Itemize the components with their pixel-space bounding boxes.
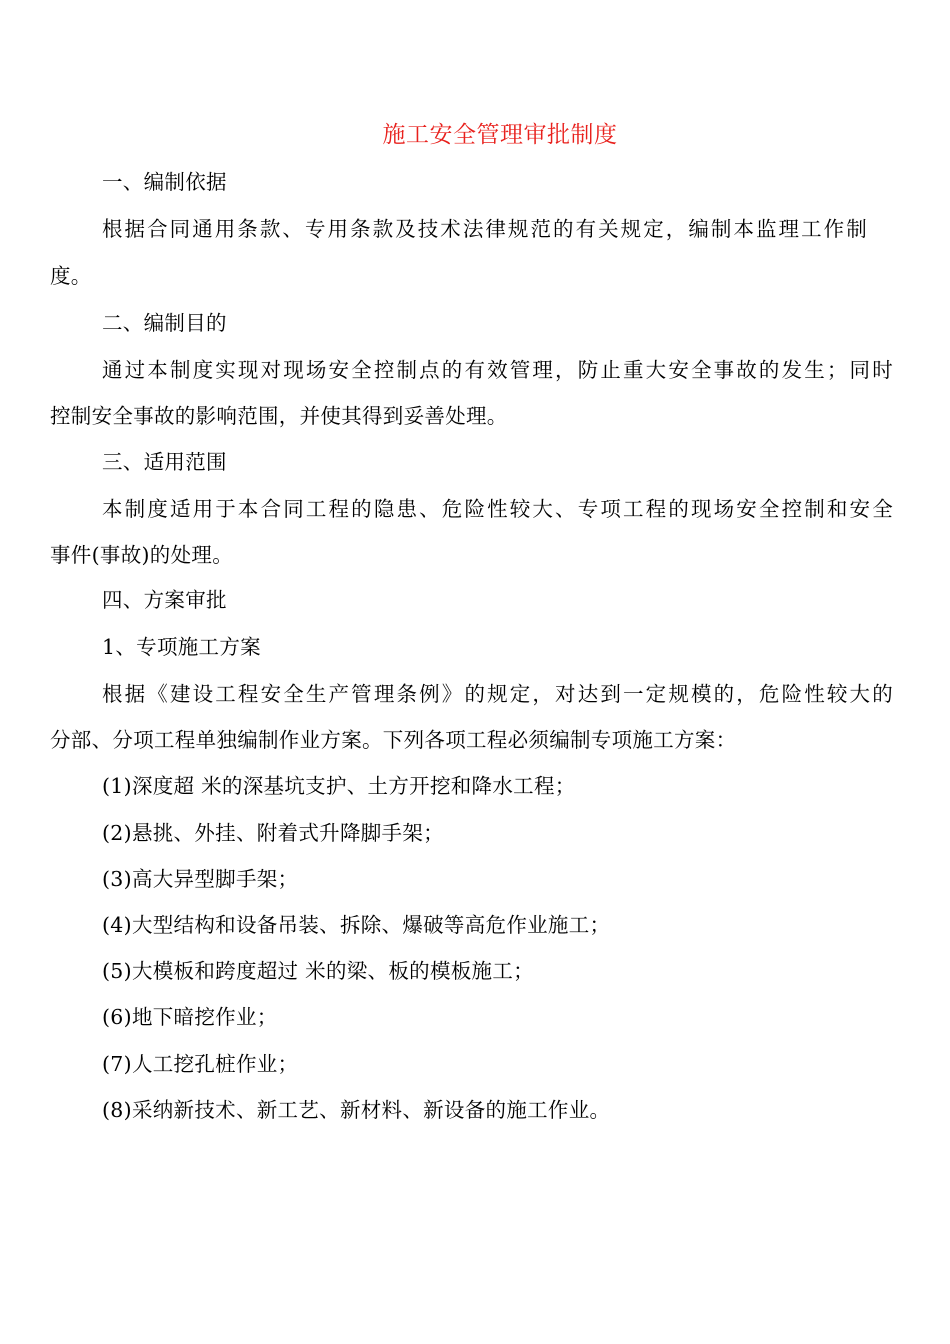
paragraph-line: 分部、分项工程单独编制作业方案。下列各项工程必须编制专项施工方案： bbox=[50, 728, 737, 752]
subsection-heading: 1、专项施工方案 bbox=[102, 635, 261, 659]
list-item: (1)深度超 米的深基坑支护、土方开挖和降水工程； bbox=[102, 774, 576, 798]
paragraph-line: 根据《建设工程安全生产管理条例》的规定，对达到一定规模的，危险性较大的 bbox=[102, 682, 893, 706]
list-item: (3)高大异型脚手架； bbox=[102, 867, 299, 891]
list-item: (7)人工挖孔桩作业； bbox=[102, 1052, 299, 1076]
list-item: (5)大模板和跨度超过 米的梁、板的模板施工； bbox=[102, 959, 534, 983]
paragraph-line: 控制安全事故的影响范围，并使其得到妥善处理。 bbox=[50, 404, 508, 428]
paragraph-line: 通过本制度实现对现场安全控制点的有效管理，防止重大安全事故的发生；同时 bbox=[102, 358, 893, 382]
list-item: (2)悬挑、外挂、附着式升降脚手架； bbox=[102, 821, 444, 845]
section-heading-purpose: 二、编制目的 bbox=[102, 311, 227, 335]
section-heading-scope: 三、适用范围 bbox=[102, 450, 227, 474]
paragraph-line: 本制度适用于本合同工程的隐患、危险性较大、专项工程的现场安全控制和安全 bbox=[102, 497, 893, 521]
document-title: 施工安全管理审批制度 bbox=[382, 122, 618, 148]
paragraph-line: 根据合同通用条款、专用条款及技术法律规范的有关规定，编制本监理工作制 bbox=[102, 217, 867, 241]
list-item: (6)地下暗挖作业； bbox=[102, 1005, 278, 1029]
paragraph-line: 事件(事故)的处理。 bbox=[50, 543, 233, 567]
list-item: (4)大型结构和设备吊装、拆除、爆破等高危作业施工； bbox=[102, 913, 611, 937]
list-item: (8)采纳新技术、新工艺、新材料、新设备的施工作业。 bbox=[102, 1098, 611, 1122]
paragraph-line: 度。 bbox=[50, 264, 92, 288]
section-heading-approval: 四、方案审批 bbox=[102, 588, 227, 612]
section-heading-basis: 一、编制依据 bbox=[102, 170, 227, 194]
